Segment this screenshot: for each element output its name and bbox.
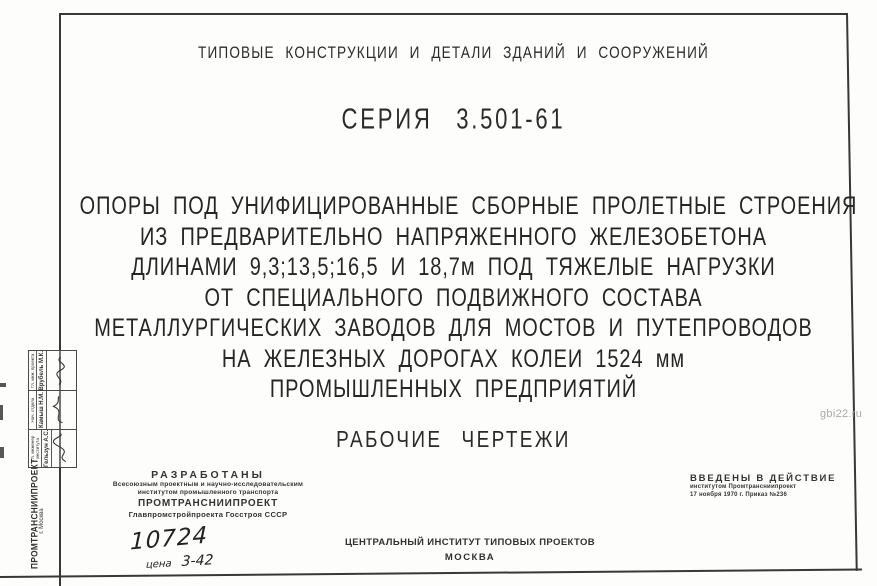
frame-border-right [846, 13, 858, 571]
price-label: цена [145, 558, 172, 571]
stamp-signer-role: Гл. инж. проекта [29, 351, 37, 390]
stamp-signer-name: Камыш Н.М. [37, 391, 47, 428]
title-line: ПРОМЫШЛЕННЫХ ПРЕДПРИЯТИЙ [269, 375, 638, 403]
stamp-signer [29, 390, 76, 428]
stamp-org-block [28, 458, 78, 575]
developed-by-block [80, 470, 336, 520]
stamp-signer-name: Гельзун А.С. [42, 430, 52, 467]
site-watermark: gbi22.ru [820, 408, 863, 420]
introduced-line: институтом Промтрансниипроект [690, 484, 797, 490]
scan-artifact [0, 447, 4, 458]
publisher-name: ЦЕНТРАЛЬНЫЙ ИНСТИТУТ ТИПОВЫХ ПРОЕКТОВ [344, 537, 596, 548]
series-title: СЕРИЯ 3.501-61 [341, 103, 566, 136]
stamp-signature-table [28, 350, 77, 468]
scan-artifact [0, 405, 3, 420]
handwritten-catalog-number: 10724 [129, 522, 209, 556]
introduced-line: 17 ноября 1970 г. Приказ №236 [690, 491, 787, 498]
introduced-block [690, 473, 840, 499]
frame-border-top [59, 13, 848, 15]
developed-by-line: Всесоюзным проектным и научно-исследовательским [112, 481, 304, 488]
title-line: ИЗ ПРЕДВАРИТЕЛЬНО НАПРЯЖЕННОГО ЖЕЛЕЗОБЕТОНА [140, 223, 767, 251]
price-value: 3-42 [181, 552, 214, 570]
document-title [60, 192, 858, 406]
signature-icon [48, 354, 68, 388]
stamp-signer [29, 351, 76, 390]
publisher-city: МОСКВА [444, 552, 496, 563]
title-line: ДЛИНАМИ 9,3;13,5;16,5 И 18,7м ПОД ТЯЖЕЛЫЕ НАГРУЗКИ [131, 253, 776, 281]
scan-artifact [0, 383, 6, 387]
developed-by-org: ПРОМТРАНСНИИПРОЕКТ [137, 498, 279, 509]
developed-by-heading: РАЗРАБОТАНЫ [151, 469, 265, 481]
developed-by-line: Главпромстройпроекта Госстроя СССР [128, 510, 288, 519]
title-line: МЕТАЛЛУРГИЧЕСКИХ ЗАВОДОВ ДЛЯ МОСТОВ И ПУТЕПРОВОДОВ [94, 314, 813, 342]
introduced-heading: ВВЕДЕНЫ В ДЕЙСТВИЕ [690, 473, 837, 484]
title-line: ОПОРЫ ПОД УНИФИЦИРОВАННЫЕ СБОРНЫЕ ПРОЛЕТНЫЕ СТРОЕНИЯ [79, 192, 858, 220]
developed-by-line: институтом промышленного транспорта [137, 489, 279, 496]
stamp-org-city: г. Москва [39, 508, 45, 534]
signature-icon [53, 431, 73, 465]
stamp-org-name: ПРОМТРАНСНИИПРОЕКТ [29, 458, 40, 569]
frame-border-bottom [0, 568, 862, 578]
handwritten-price [146, 549, 214, 572]
stamp-signer-role: Нач. отдела [29, 391, 37, 428]
signature-icon [48, 393, 68, 427]
left-margin-stamp [28, 350, 78, 575]
stamp-signer-role: Гл. инженер института [29, 430, 42, 467]
title-line: НА ЖЕЛЕЗНЫХ ДОРОГАХ КОЛЕИ 1524 мм [221, 345, 686, 373]
title-line: ОТ СПЕЦИАЛЬНОГО ПОДВИЖНОГО СОСТАВА [204, 284, 703, 312]
stamp-signer-name: Врубель М.К. [37, 351, 47, 390]
document-subtitle: РАБОЧИЕ ЧЕРТЕЖИ [336, 427, 571, 453]
publisher-block [320, 537, 620, 563]
document-kind-caption: ТИПОВЫЕ КОНСТРУКЦИИ И ДЕТАЛИ ЗДАНИЙ И СООРУЖЕНИЙ [198, 42, 709, 62]
